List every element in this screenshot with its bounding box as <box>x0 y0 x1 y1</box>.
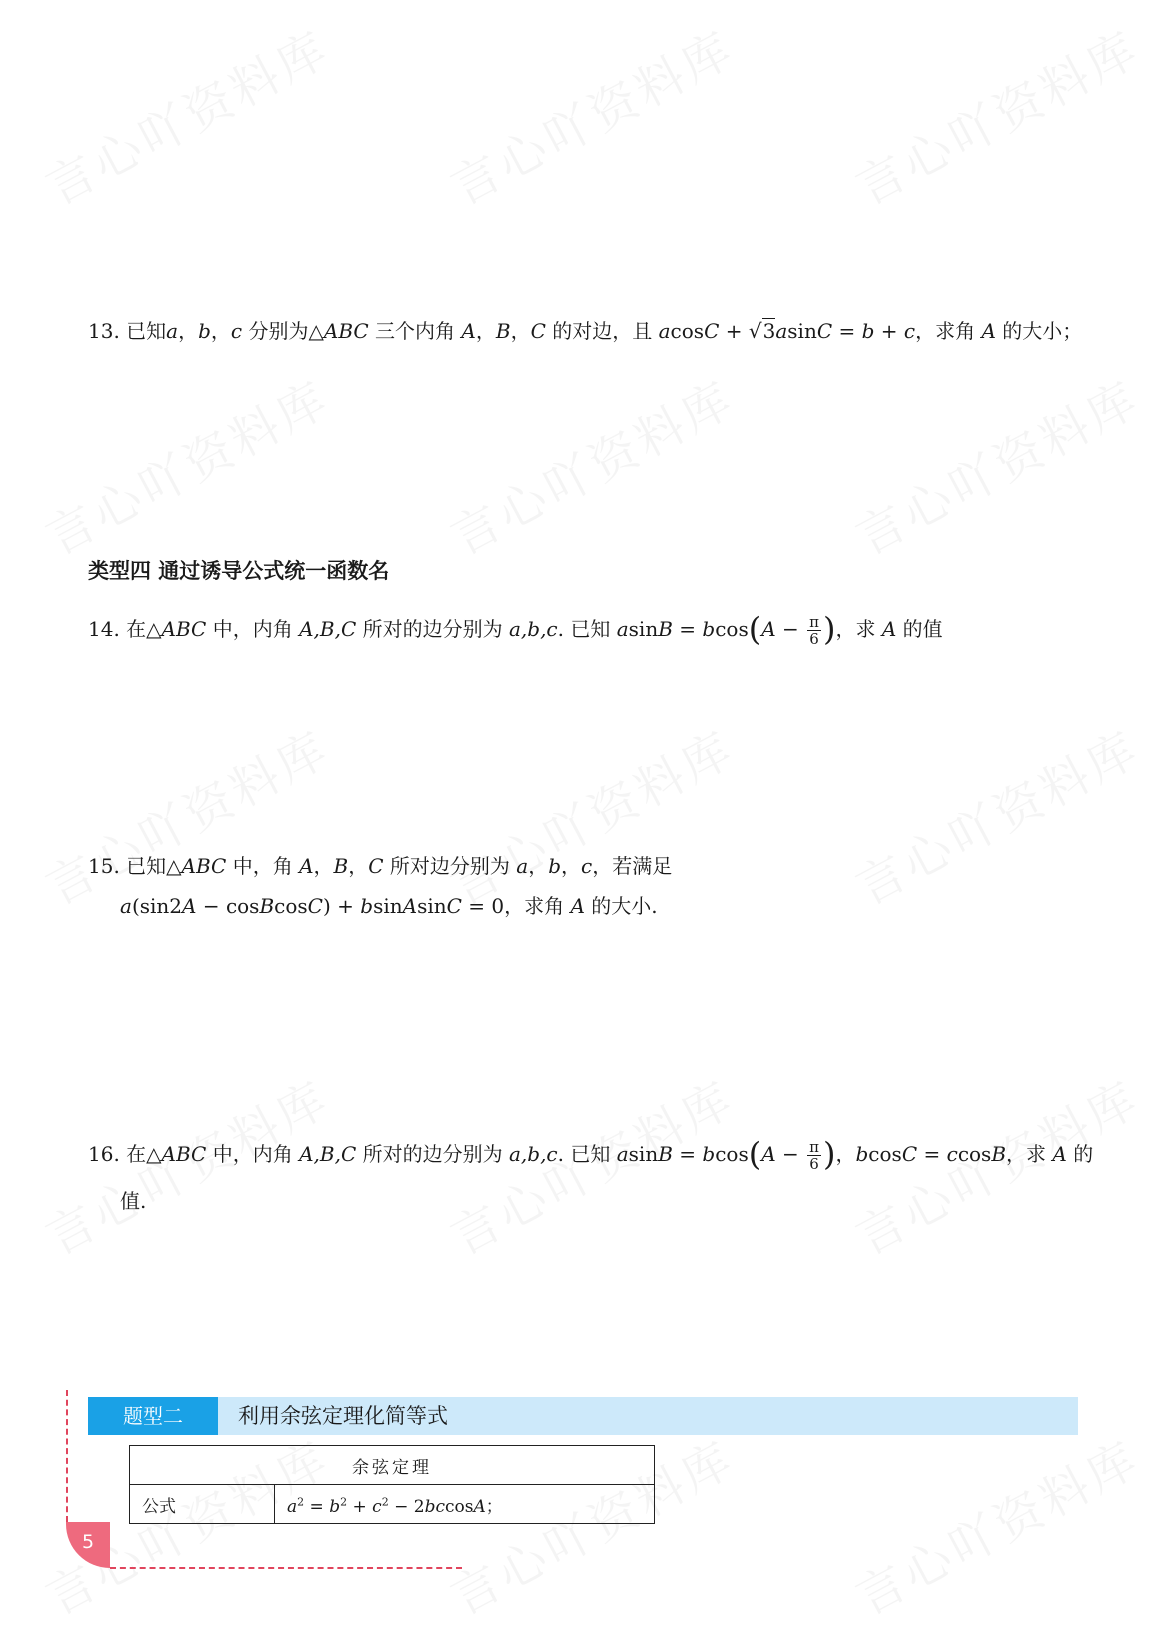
left-paren: ( <box>748 1135 762 1173</box>
decorative-dashed-line <box>66 1390 68 1522</box>
banner-tag: 题型二 <box>88 1397 218 1435</box>
row-label: 公式 <box>130 1485 275 1524</box>
watermark <box>842 711 1150 918</box>
watermark <box>32 11 340 218</box>
watermark <box>437 361 745 568</box>
decorative-dashed-line <box>110 1567 462 1569</box>
watermark <box>842 11 1150 218</box>
question-16-line-2: 值. <box>120 1189 147 1213</box>
question-16-line-1: 16. 在△ABC 中，内角 A,B,C 所对的边分别为 a,b,c. 已知 asinB = bcos(A − $\frac{\pi}{6}$ )，bcosC = ccosB，求 A 的 <box>88 1135 1094 1173</box>
fraction-pi-over-6: $\frac{\pi}{6}$ <box>809 613 819 648</box>
question-13: 13. 已知a，b，c 分别为△ABC 三个内角 A，B，C 的对边，且 acosC + √3asinC = b + c，求角 A 的大小； <box>88 314 1082 348</box>
cosine-law-table <box>129 1445 655 1524</box>
table-header: 余弦定理 <box>130 1446 655 1485</box>
fraction-pi-over-6: $\frac{\pi}{6}$ <box>809 1138 819 1173</box>
formula-cell: $a^2 = b^2 + c^2 - 2bccosA$； <box>275 1485 655 1524</box>
watermark <box>842 361 1150 568</box>
topic-banner <box>88 1397 1078 1435</box>
section-heading: 类型四 通过诱导公式统一函数名 <box>88 559 390 583</box>
page-number: 5 <box>66 1522 110 1568</box>
table-row <box>130 1485 655 1524</box>
watermark <box>32 361 340 568</box>
sqrt-symbol: √3 <box>748 319 776 343</box>
question-15-line-2: a(sin2A − cosBcosC) + bsinAsinC = 0，求角 A 的大小. <box>120 894 658 918</box>
question-15 <box>88 849 672 923</box>
watermark <box>437 11 745 218</box>
left-paren: ( <box>748 610 762 648</box>
question-16 <box>88 1137 1093 1218</box>
right-paren: ) <box>823 610 836 648</box>
right-paren: ) <box>823 1135 836 1173</box>
question-15-line-1: 15. 已知△ABC 中，角 A，B，C 所对边分别为 a，b，c，若满足 <box>88 854 673 878</box>
table-row <box>130 1446 655 1485</box>
question-14: 14. 在△ABC 中，内角 A,B,C 所对的边分别为 a,b,c. 已知 asinB = bcos(A − $\frac{\pi}{6}$ )，求 A 的值 <box>88 610 943 648</box>
banner-title: 利用余弦定理化简等式 <box>238 1404 448 1428</box>
watermark <box>842 1421 1150 1628</box>
